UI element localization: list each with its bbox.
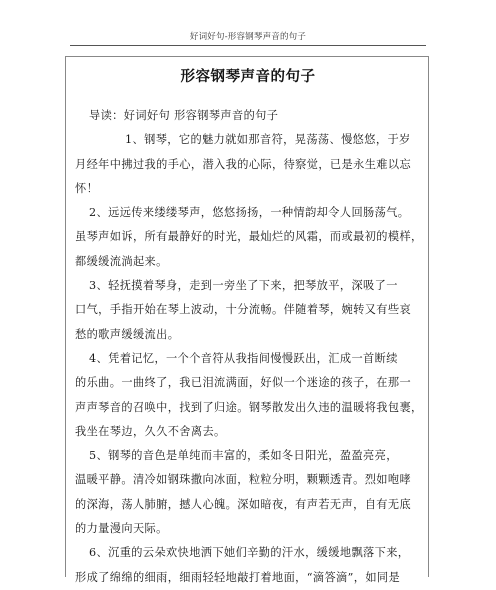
text-line: 3、轻抚摸着琴身，走到一旁坐了下来，把琴放平，深吸了一 bbox=[89, 279, 398, 293]
text-line: 形成了绵绵的细雨，细雨轻轻地敲打着地面，“滴答滴”，如同是 bbox=[75, 570, 401, 584]
document-body bbox=[75, 104, 425, 590]
text-line: 2、远远传来缕缕琴声，悠悠扬扬，一种情韵却令人回肠荡气。 bbox=[89, 206, 410, 220]
text-line: 导读：好词好句 形容钢琴声音的句子 bbox=[89, 109, 279, 122]
text-line: 的乐曲。一曲终了，我已泪流满面，好似一个迷途的孩子，在那一 bbox=[75, 376, 412, 390]
text-line: 口气，手指开始在琴上波动，十分流畅。伴随着琴，婉转又有些哀 bbox=[75, 303, 412, 317]
header-divider bbox=[70, 45, 426, 46]
text-line: 怀！ bbox=[75, 181, 99, 195]
text-line: 5、钢琴的音色是单纯而丰富的，柔如冬日阳光，盈盈亮亮， bbox=[89, 449, 398, 463]
text-line: 虽琴声如诉，所有最静好的时光，最灿烂的风霜，而或最初的模样， bbox=[75, 230, 423, 244]
text-line: 温暖平静。清冷如钢珠撒向冰面，粒粒分明，颗颗透青。烈如咆哮 bbox=[75, 473, 412, 487]
text-line: 的深海，荡人肺腑，撼人心魄。深如暗夜，有声若无声，自有无底 bbox=[75, 497, 412, 511]
text-line: 月经年中拂过我的手心，潜入我的心际，待察觉，已是永生难以忘 bbox=[75, 157, 412, 171]
text-line: 声声琴音的召唤中，找到了归途。钢琴散发出久违的温暖将我包裹， bbox=[75, 400, 423, 414]
document-title: 形容钢琴声音的句子 bbox=[180, 68, 316, 85]
text-line: 愁的歌声缓缓流出。 bbox=[75, 327, 180, 341]
text-line: 的力量漫向天际。 bbox=[75, 522, 168, 536]
text-line: 都缓缓流淌起来。 bbox=[75, 254, 168, 268]
page-header: 好词好句-形容钢琴声音的句子 bbox=[189, 32, 307, 42]
text-line: 我坐在琴边，久久不舍离去。 bbox=[75, 424, 226, 438]
text-line: 1、钢琴，它的魅力就如那音符，晃荡荡、慢悠悠，于岁 bbox=[125, 133, 411, 147]
text-line: 4、凭着记忆，一个个音符从我指间慢慢跃出，汇成一首断续 bbox=[89, 351, 398, 365]
text-line: 6、沉重的云朵欢快地洒下她们辛勤的汗水，缓缓地飘落下来， bbox=[89, 546, 410, 560]
